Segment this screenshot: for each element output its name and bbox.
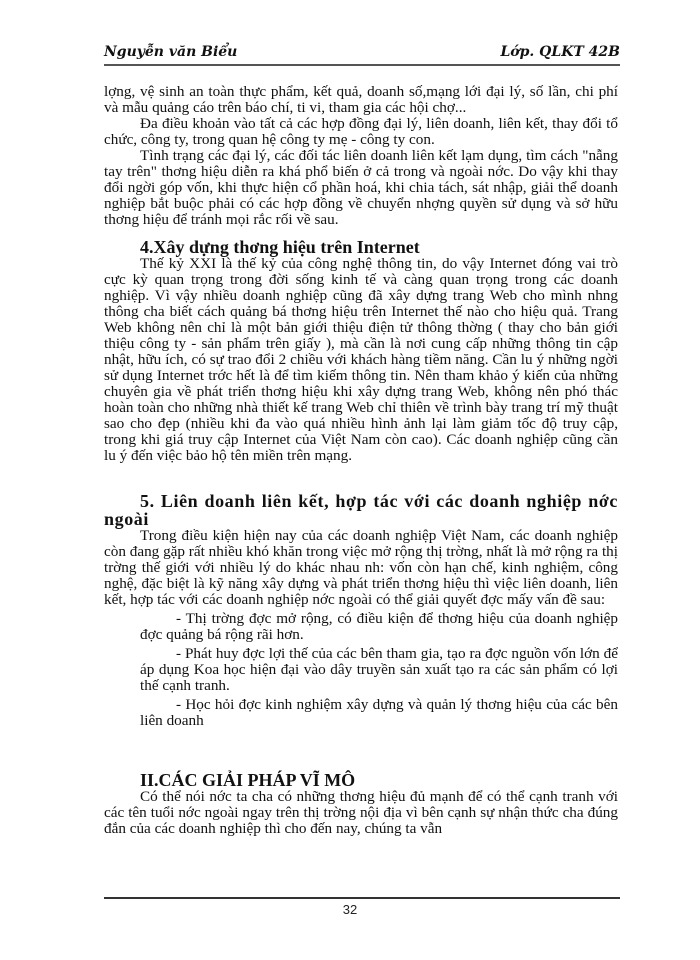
bullet-item: - Phát huy đợc lợi thế của các bên tham gia, tạo ra đợc nguồn vốn lớn để áp dụng Koa học hiện đại vào dây truyền sản xuất tạo ra các sản phẩm có lợi thế cạnh tranh. (140, 645, 618, 694)
section-heading-II: II.CÁC GIẢI PHÁP VĨ MÔ (140, 770, 356, 790)
paragraph-continued: lợng, vệ sinh an toàn thực phẩm, kết quả, doanh số,mạng lới đại lý, số lần, chi phí và mẫu quảng cáo trên báo chí, ti vi, tham gia các hội chợ... (104, 83, 618, 116)
footer-divider (104, 897, 620, 899)
section-heading-4: 4.Xây dựng thơng hiệu trên Internet (140, 237, 420, 257)
page-body (104, 84, 618, 837)
page-number: 32 (342, 902, 358, 917)
page-header (104, 44, 620, 66)
bullet-item: - Học hỏi đợc kinh nghiệm xây dựng và quản lý thơng hiệu của các bên liên doanh (140, 696, 618, 729)
paragraph: Đa điều khoản vào tất cả các hợp đồng đại lý, liên doanh, liên kết, thay đổi tổ chức, công ty, trong quan hệ công ty mẹ - công ty con. (104, 115, 618, 148)
paragraph: Trong điều kiện hiện nay của các doanh nghiệp Việt Nam, các doanh nghiệp còn đang gặp rất nhiều khó khăn trong việc mở rộng thị trờng, nhất là mở rộng ra thị trờng thế giới với nhiều lý do khác nhau nh: vốn còn hạn chế, kinh nghiệm, công nghệ, đặc biệt là kỹ năng xây dựng và phát triển thơng hiệu thì việc liên doanh, liên kết, hợp tác với các doanh nghiệp nớc ngoài có thể giải quyết đợc mấy vấn đề sau: (104, 527, 618, 608)
header-author: Nguyễn văn Biểu (104, 44, 238, 60)
paragraph: Có thể nói nớc ta cha có những thơng hiệu đủ mạnh để có thể cạnh tranh với các tên tuổi nớc ngoài ngay trên thị trờng nội địa vì bên cạnh sự nhận thức cha đúng đắn của các doanh nghiệp thì cho đến nay, chúng ta vẫn (104, 788, 618, 837)
bullet-item: - Thị trờng đợc mở rộng, có điều kiện để thơng hiệu của doanh nghiệp đợc quảng bá rộng rãi hơn. (140, 610, 618, 643)
paragraph: Tình trạng các đại lý, các đối tác liên doanh liên kết lạm dụng, tìm cách "nẫng tay trên" thơng hiệu diễn ra khá phổ biến ở cả trong và ngoài nớc. Do vậy khi thay đổi ngời góp vốn, khi thực hiện cổ phần hoá, khi chia tách, sát nhập, giải thể doanh nghiệp bắt buộc phải có các hợp đồng về chuyển nhợng quyền sử dụng và sở hữu thơng hiệu để tránh mọi rắc rối về sau. (104, 147, 618, 228)
paragraph: Thế kỷ XXI là thế kỷ của công nghệ thông tin, do vậy Internet đóng vai trò cực kỳ quan trọng trong đời sống kinh tế và càng quan trọng trong các doanh nghiệp. Vì vậy nhiều doanh nghiệp cũng đã xây dựng trang Web cho mình nhng thông cha biết cách quảng bá thơng hiệu trên Internet thế nào cho hiệu quả. Trang Web không nên chỉ là một bản giới thiệu điện tử thông thờng ( thay cho bản giới thiệu công ty - sản phẩm trên giấy ), mà cần là nơi cung cấp những thông tin cập nhật, hữu ích, có sự trao đổi 2 chiều với khách hàng tiềm năng. Cần lu ý những ngời sử dụng Internet trớc hết là để tìm kiếm thông tin. Nên tham khảo ý kiến của những chuyên gia về phát triển thơng hiệu khi xây dựng trang Web, không nên phó thác hoàn toàn cho những nhà thiết kế trang Web chỉ thiên về trình bày trang trí mỹ thuật sao cho đẹp (nhiều khi đa vào quá nhiều hình ảnh lại làm giảm tốc độ truy cập, trong khi giá truy cập Internet của Việt Nam còn cao). Các doanh nghiệp cũng cần lu ý đến việc bảo hộ tên miền trên mạng. (104, 255, 618, 464)
section-heading-5: 5. Liên doanh liên kết, hợp tác với các doanh nghiệp nớc ngoài (104, 491, 618, 529)
header-class: Lớp. QLKT 42B (500, 44, 620, 60)
